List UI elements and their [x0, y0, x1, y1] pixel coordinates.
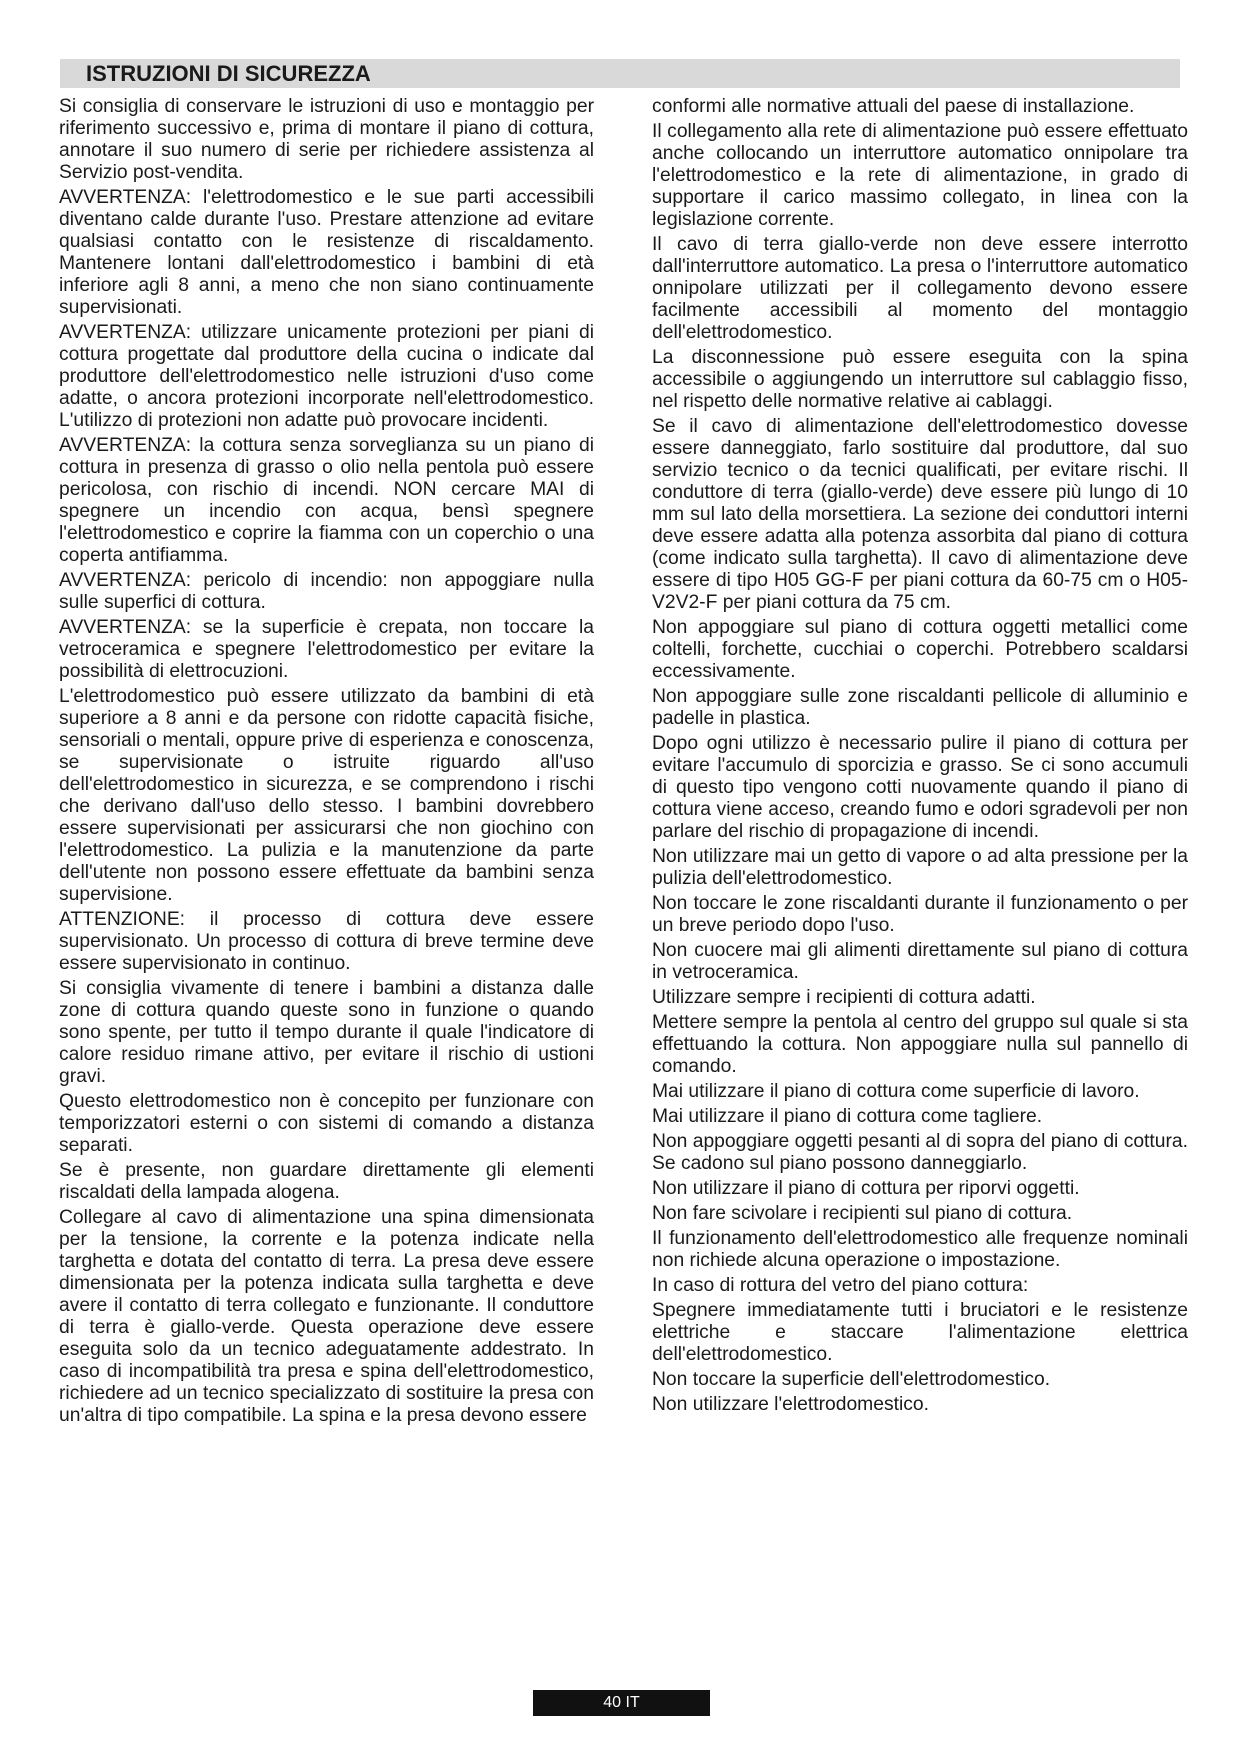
- paragraph: Mai utilizzare il piano di cottura come superficie di lavoro.: [652, 1081, 1140, 1102]
- paragraph: Non appoggiare oggetti pesanti al di sopra del piano di cottura. Se cadono sul piano possono danneggiarlo.: [652, 1131, 1188, 1174]
- paragraph: Non utilizzare mai un getto di vapore o ad alta pressione per la pulizia dell'elettrodomestico.: [652, 846, 1188, 889]
- section-header: [60, 59, 1180, 88]
- paragraph: Si consiglia di conservare le istruzioni di uso e montaggio per riferimento successivo e, prima di montare il piano di cottura, annotare il suo numero di serie per richiedere assistenza al Servizio post-vendita.: [59, 96, 594, 183]
- paragraph: Questo elettrodomestico non è concepito per funzionare con temporizzatori esterni o con sistemi di comando a distanza separati.: [59, 1091, 594, 1156]
- paragraph: Spegnere immediatamente tutti i bruciatori e le resistenze elettriche e staccare l'alimentazione elettrica dell'elettrodomestico.: [652, 1300, 1188, 1365]
- paragraph: Non utilizzare il piano di cottura per riporvi oggetti.: [652, 1178, 1080, 1199]
- paragraph: Non toccare le zone riscaldanti durante il funzionamento o per un breve periodo dopo l'uso.: [652, 893, 1188, 936]
- page-number: 40 IT: [533, 1690, 710, 1716]
- paragraph: L'elettrodomestico può essere utilizzato da bambini di età superiore a 8 anni e da persone con ridotte capacità fisiche, sensoriali o mentali, oppure prive di esperienza e conoscenza, se supervisionate o istruite riguardo all'uso dell'elettrodomestico in sicurezza, e se comprendono i rischi che derivano dall'uso dello stesso. I bambini dovrebbero essere supervisionati per assicurarsi che non giochino con l'elettrodomestico. La pulizia e la manutenzione da parte dell'utente non possono essere effettuate da bambini senza supervisione.: [59, 686, 594, 905]
- paragraph: Se è presente, non guardare direttamente gli elementi riscaldati della lampada alogena.: [59, 1160, 594, 1203]
- left-column: [59, 96, 594, 1430]
- paragraph: conformi alle normative attuali del paese di installazione.: [652, 96, 1135, 117]
- paragraph: Il collegamento alla rete di alimentazione può essere effettuato anche collocando un interruttore automatico onnipolare tra l'elettrodomestico e la rete di alimentazione, in grado di supportare il carico massimo collegato, in linea con la legislazione corrente.: [652, 121, 1188, 230]
- paragraph: AVVERTENZA: se la superficie è crepata, non toccare la vetroceramica e spegnere l'elettrodomestico per evitare la possibilità di elettrocuzioni.: [59, 617, 594, 682]
- paragraph: Si consiglia vivamente di tenere i bambini a distanza dalle zone di cottura quando queste sono in funzione o quando sono spente, per tutto il tempo durante il quale l'indicatore di calore residuo rimane attivo, per evitare il rischio di ustioni gravi.: [59, 978, 594, 1087]
- paragraph: Dopo ogni utilizzo è necessario pulire il piano di cottura per evitare l'accumulo di sporcizia e grasso. Se ci sono accumuli di questo tipo vengono cotti nuovamente quando il piano di cottura viene acceso, creando fumo e odori sgradevoli per non parlare del rischio di propagazione di incendi.: [652, 733, 1188, 842]
- paragraph: Non toccare la superficie dell'elettrodomestico.: [652, 1369, 1051, 1390]
- section-title: ISTRUZIONI DI SICUREZZA: [86, 61, 371, 86]
- paragraph: Non appoggiare sulle zone riscaldanti pellicole di alluminio e padelle in plastica.: [652, 686, 1188, 729]
- paragraph: Il cavo di terra giallo-verde non deve essere interrotto dall'interruttore automatico. La presa o l'interruttore automatico onnipolare utilizzati per il collegamento devono essere facilmente accessibili al momento del montaggio dell'elettrodomestico.: [652, 234, 1188, 343]
- paragraph: In caso di rottura del vetro del piano cottura:: [652, 1275, 1029, 1296]
- paragraph: Non appoggiare sul piano di cottura oggetti metallici come coltelli, forchette, cucchiai o coperchi. Potrebbero scaldarsi eccessivamente.: [652, 617, 1188, 682]
- paragraph: Se il cavo di alimentazione dell'elettrodomestico dovesse essere danneggiato, farlo sostituire dal produttore, dal suo servizio tecnico o da tecnici qualificati, per evitare rischi. Il conduttore di terra (giallo-verde) deve essere più lungo di 10 mm sul lato della morsettiera. La sezione dei conduttori interni deve essere adatta alla potenza assorbita dal piano di cottura (come indicato sulla targhetta). Il cavo di alimentazione deve essere di tipo H05 GG-F per piani cottura da 60-75 cm o H05-V2V2-F per piani cottura da 75 cm.: [652, 416, 1188, 613]
- paragraph: AVVERTENZA: l'elettrodomestico e le sue parti accessibili diventano calde durante l'uso. Prestare attenzione ad evitare qualsiasi contatto con le resistenze di riscaldamento. Mantenere lontani dall'elettrodomestico i bambini di età inferiore agli 8 anni, a meno che non siano continuamente supervisionati.: [59, 187, 594, 318]
- paragraph: Non cuocere mai gli alimenti direttamente sul piano di cottura in vetroceramica.: [652, 940, 1188, 983]
- paragraph: La disconnessione può essere eseguita con la spina accessibile o aggiungendo un interruttore sul cablaggio fisso, nel rispetto delle normative relative ai cablaggi.: [652, 347, 1188, 412]
- paragraph: Mettere sempre la pentola al centro del gruppo sul quale si sta effettuando la cottura. Non appoggiare nulla sul pannello di comando.: [652, 1012, 1188, 1077]
- paragraph: AVVERTENZA: pericolo di incendio: non appoggiare nulla sulle superfici di cottura.: [59, 570, 594, 613]
- paragraph: Non fare scivolare i recipienti sul piano di cottura.: [652, 1203, 1073, 1224]
- right-column: [652, 96, 1188, 1419]
- paragraph: AVVERTENZA: utilizzare unicamente protezioni per piani di cottura progettate dal produttore della cucina o indicate dal produttore dell'elettrodomestico nelle istruzioni d'uso come adatte, o ancora protezioni incorporate nell'elettrodomestico. L'utilizzo di protezioni non adatte può provocare incidenti.: [59, 322, 594, 431]
- paragraph: Collegare al cavo di alimentazione una spina dimensionata per la tensione, la corrente e la potenza indicate nella targhetta e dotata del contatto di terra. La presa deve essere dimensionata per la potenza indicata sulla targhetta e deve avere il contatto di terra collegato e funzionante. Il conduttore di terra è giallo-verde. Questa operazione deve essere eseguita solo da un tecnico adeguatamente addestrato. In caso di incompatibilità tra presa e spina dell'elettrodomestico, richiedere ad un tecnico specializzato di sostituire la presa con un'altra di tipo compatibile. La spina e la presa devono essere: [59, 1207, 594, 1426]
- paragraph: Utilizzare sempre i recipienti di cottura adatti.: [652, 987, 1036, 1008]
- paragraph: AVVERTENZA: la cottura senza sorveglianza su un piano di cottura in presenza di grasso o olio nella pentola può essere pericolosa, con rischio di incendi. NON cercare MAI di spegnere un incendio con acqua, bensì spegnere l'elettrodomestico e coprire la fiamma con un coperchio o una coperta antifiamma.: [59, 435, 594, 566]
- paragraph: Il funzionamento dell'elettrodomestico alle frequenze nominali non richiede alcuna operazione o impostazione.: [652, 1228, 1188, 1271]
- paragraph: ATTENZIONE: il processo di cottura deve essere supervisionato. Un processo di cottura di breve termine deve essere supervisionato in continuo.: [59, 909, 594, 974]
- paragraph: Non utilizzare l'elettrodomestico.: [652, 1394, 929, 1415]
- paragraph: Mai utilizzare il piano di cottura come tagliere.: [652, 1106, 1043, 1127]
